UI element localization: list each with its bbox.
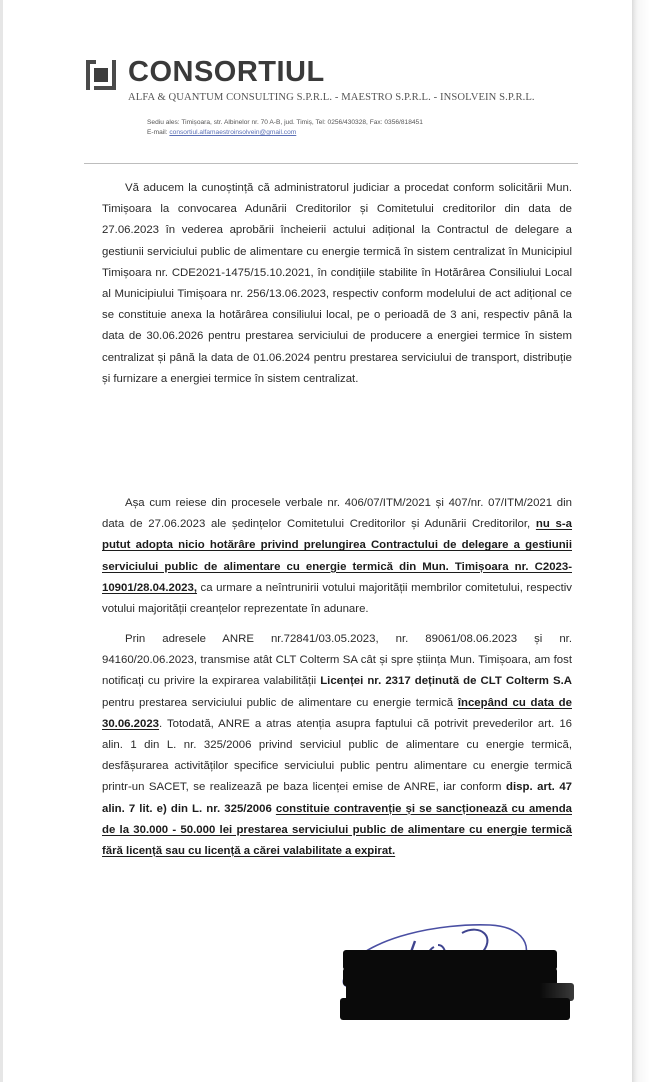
email-line xyxy=(147,128,423,138)
header-divider xyxy=(84,163,578,164)
emphasis-license: Licenței nr. 2317 deținută de CLT Colterm S.A xyxy=(320,675,573,688)
redaction-bar xyxy=(340,998,570,1020)
paragraph-text: pentru prestarea serviciului public de alimentare cu energie termică xyxy=(102,696,458,709)
paragraph-anre-license xyxy=(102,629,572,862)
page-edge-left xyxy=(0,0,3,1082)
emphasis-penalty: constituie contravenție și se sancționează cu amenda de la 30.000 - 50.000 lei prestarea serviciului public de alimentare cu energie termică fără licență sau cu licență a cărei valabilitate a expirat. xyxy=(102,802,572,858)
paragraph-minutes xyxy=(102,493,572,620)
redaction-bar xyxy=(343,950,557,970)
paragraph-text: Așa cum reiese din procesele verbale nr. 406/07/ITM/2021 și 407/nr. 07/ITM/2021 din data de 27.06.2023 ale ședințelor Comitetului Creditorilor și Adunării Creditorilor, xyxy=(102,497,572,531)
square-bracket-logo-icon xyxy=(84,58,118,92)
email-link[interactable]: consortiul.alfamaestroinsolvein@gmail.com xyxy=(169,129,297,136)
emphasis-legal-reference: disp. art. 47 alin. 7 lit. e) din L. nr. 325/2006 xyxy=(102,781,572,815)
brand-title: CONSORTIUL xyxy=(128,56,325,88)
paragraph-text: ca urmare a neîntrunirii votului majorității membrilor comitetului, respectiv votului majorității creanțelor reprezentate în adunare. xyxy=(102,581,572,616)
paragraph-text: Vă aducem la cunoștință că administratorul judiciar a procedat conform solicitării Mun. Timișoara la convocarea Adunării Creditorilor și Comitetului creditorilor din data de 27.06.2023 în vederea aprobării încheierii actului adițional la Contractul de delegare a gestiunii serviciului public de alimentare cu energie termică în sistem centralizat în Municipiul Timișoara nr. CDE2021-1475/15.10.2021, în condițiile stabilite în Hotărârea Consiliului Local al Municipiului Timișoara nr. 256/13.06.2023, respectiv conform modelului de act adițional ce se constituie anexa la hotărârea consiliului local, pe o perioadă de 3 ani, respectiv până la data de 30.06.2026 pentru prestarea serviciului de producere a energiei termice în sistem centralizat și până la data de 01.06.2024 pentru prestarea serviciului de transport, distribuție și furnizare a energiei termice în sistem centralizat. xyxy=(102,182,572,385)
emphasis-no-decision: nu s-a putut adopta nicio hotărâre privind prelungirea Contractului de delegare a gestiunii serviciului public de alimentare cu energie termică din Mun. Timișoara nr. C2023-10901/28.04.2023, xyxy=(102,518,573,594)
emphasis-expiry-date: începând cu data de 30.06.2023 xyxy=(102,696,572,730)
address-line: Sediu ales: Timișoara, str. Albinelor nr. 70 A-B, jud. Timiș, Tel: 0256/430328, Fax: 0356/818451 xyxy=(147,119,423,126)
paragraph-text: Prin adresele ANRE nr.72841/03.05.2023, nr. 89061/08.06.2023 și nr. 94160/20.06.2023, transmise atât CLT Colterm SA cât și spre știința Mun. Timișoara, am fost notificați cu privire la expirarea valabilității xyxy=(102,633,572,688)
paragraph-text: . Totodată, ANRE a atras atenția asupra faptului că potrivit prevederilor art. 16 alin. 1 din L. nr. 325/2006 privind serviciul public de alimentare cu energie termică, desfășurarea activităților specifice serviciului public pentru alimentare cu energie termică printr-un SACET, se realizează pe baza licenței emise de ANRE, iar conform xyxy=(102,717,572,794)
consortium-members: ALFA & QUANTUM CONSULTING S.P.R.L. - MAESTRO S.P.R.L. - INSOLVEIN S.P.R.L. xyxy=(128,92,535,103)
paragraph-convocation xyxy=(102,178,572,390)
email-label: E-mail: xyxy=(147,129,170,136)
page-edge-right xyxy=(632,0,650,1082)
contact-block xyxy=(147,118,423,138)
